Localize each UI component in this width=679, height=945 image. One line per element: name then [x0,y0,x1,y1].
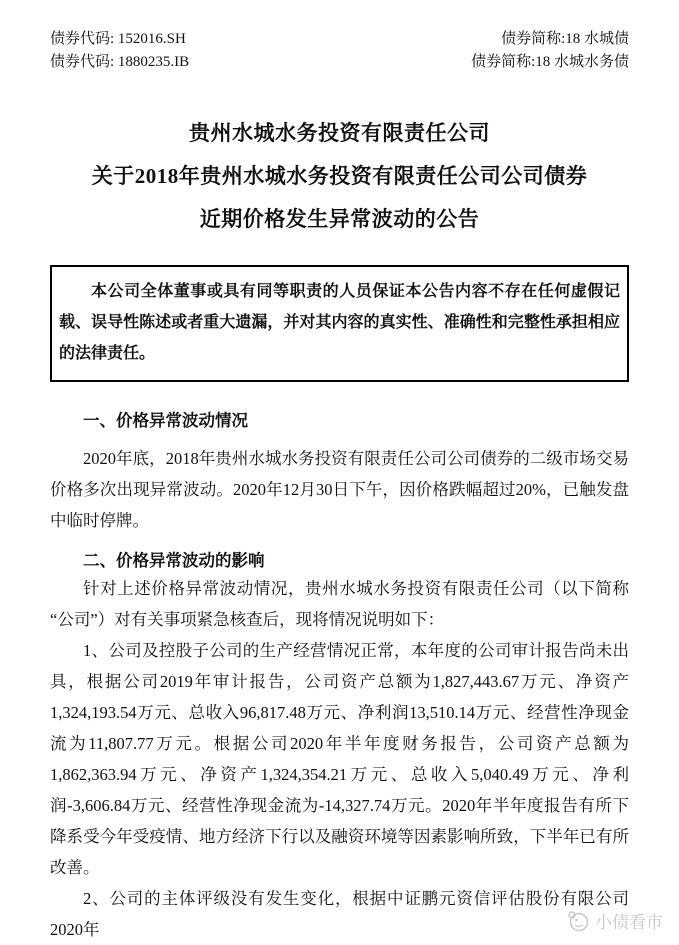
bond-shortname-2: 债券简称:18 水城水务债 [471,54,629,70]
title-line-1: 贵州水城水务投资有限责任公司 [189,121,490,145]
section-2-paragraph-item-1: 1、公司及控股子公司的生产经营情况正常，本年度的公司审计报告尚未出具，根据公司2019年审计报告，公司资产总额为1,827,443.67万元、净资产1,324,193.54万元、总收入96,817.48万元、净利润13,510.14万元、经营性净现金流为11,807.77万元。根据公司2020年半年度财务报告，公司资产总额为1,862,363.94万元、净资产1,324,354.21万元、总收入5,040.49万元、净利润-3,606.84万元、经营性净现金流为-14,327.74万元。2020年半年度报告有所下降系受今年受疫情、地方经济下行以及融资环境等因素影响所致，下半年已有所改善。 [50,641,629,877]
disclaimer-text: 本公司全体董事或具有同等职责的人员保证本公告内容不存在任何虚假记载、误导性陈述或者重大遗漏，并对其内容的真实性、准确性和完整性承担相应的法律责任。 [59,283,620,362]
bond-shortname-1: 债券简称:18 水城债 [501,31,629,47]
watermark [566,908,663,933]
bond-code-2: 债券代码: 1880235.IB [50,54,190,70]
section-1-heading: 一、价格异常波动情况 [83,411,248,430]
document-title [50,112,629,241]
disclaimer-box [50,265,629,382]
bond-header [50,28,629,74]
section-2-paragraph-item-2: 2、公司的主体评级没有发生变化，根据中证鹏元资信评估股份有限公司2020年 [50,889,629,939]
bond-code-1: 债券代码: 152016.SH [50,31,186,47]
section-2-paragraph-intro: 针对上述价格异常波动情况，贵州水城水务投资有限责任公司（以下简称“公司”）对有关事项紧急核查后，现将情况说明如下： [50,579,629,629]
bond-header-row [50,51,629,74]
title-line-2: 关于2018年贵州水城水务投资有限责任公司公司债券 [91,164,588,188]
watermark-label: 小债看市 [595,913,663,932]
title-line-3: 近期价格发生异常波动的公告 [199,207,480,231]
section-1-paragraph: 2020年底，2018年贵州水城水务投资有限责任公司公司债券的二级市场交易价格多次出现异常波动。2020年12月30日下午，因价格跌幅超过20%，已触发盘中临时停牌。 [50,449,629,530]
bond-header-row [50,28,629,51]
section-2-heading: 二、价格异常波动的影响 [83,551,265,570]
watermark-logo-icon [566,910,590,932]
